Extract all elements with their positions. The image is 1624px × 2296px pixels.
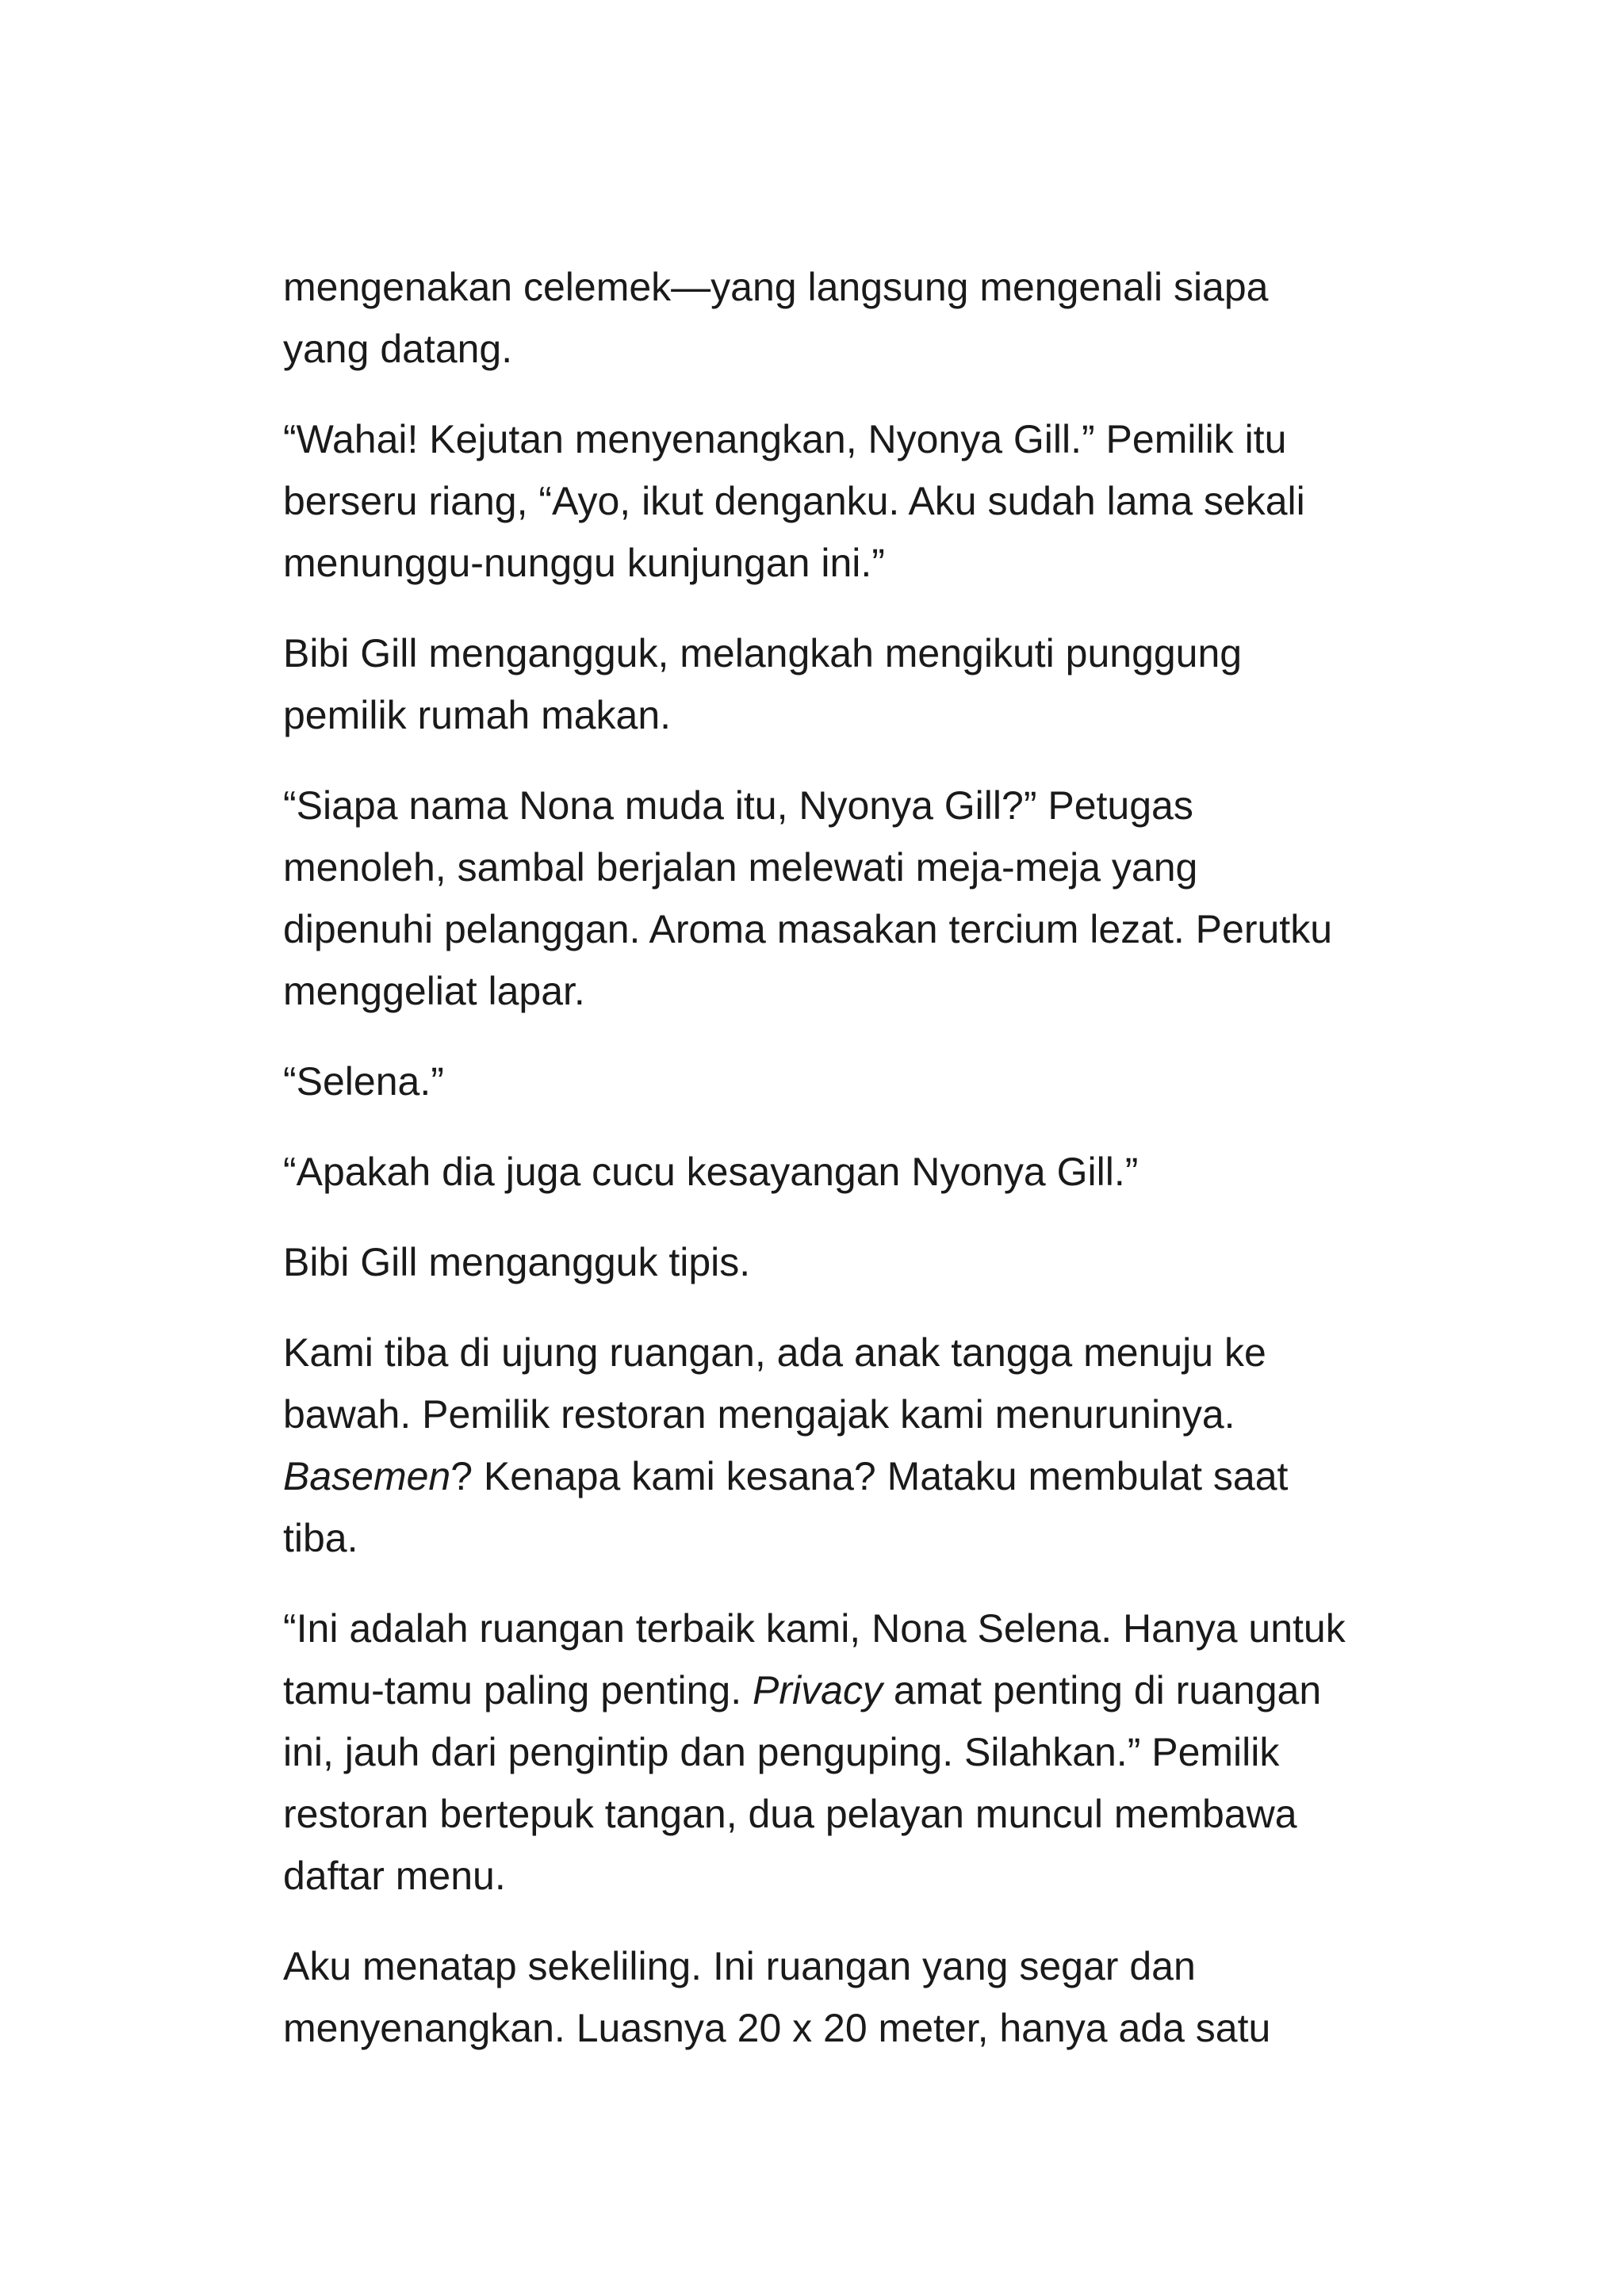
paragraph-2: “Wahai! Kejutan menyenangkan, Nyonya Gill.” Pemilik itu berseru riang, “Ayo, ikut denganku. Aku sudah lama sekali menunggu-nunggu kunjungan ini.” — [283, 417, 1305, 585]
paragraph-5: “Selena.” — [283, 1059, 444, 1104]
text-body — [283, 256, 1346, 2087]
paragraph-9-part-1: “Ini adalah ruangan terbaik kami, Nona Selena. Hanya untuk tamu-tamu paling penting. — [283, 1606, 1346, 1712]
paragraph-6: “Apakah dia juga cucu kesayangan Nyonya Gill.” — [283, 1150, 1139, 1194]
paragraph-9 — [283, 1598, 1346, 1907]
paragraph-8-italic: Basemen — [283, 1454, 451, 1498]
paragraph-1: mengenakan celemek—yang langsung mengenali siapa yang datang. — [283, 265, 1269, 371]
paragraph-7: Bibi Gill mengangguk tipis. — [283, 1240, 751, 1284]
paragraph-8-part-1: Kami tiba di ujung ruangan, ada anak tangga menuju ke bawah. Pemilik restoran mengajak kami menuruninya. — [283, 1330, 1266, 1437]
paragraph-9-part-2: amat penting di ruangan ini, jauh dari pengintip dan penguping. Silahkan.” Pemilik restoran bertepuk tangan, dua pelayan muncul membawa daftar menu. — [283, 1668, 1322, 1898]
paragraph-8-part-2: ? Kenapa kami kesana? Mataku membulat saat tiba. — [283, 1454, 1289, 1560]
paragraph-3: Bibi Gill mengangguk, melangkah mengikuti punggung pemilik rumah makan. — [283, 631, 1243, 737]
paragraph-9-italic: Privacy — [753, 1668, 883, 1712]
paragraph-10: Aku menatap sekeliling. Ini ruangan yang segar dan menyenangkan. Luasnya 20 x 20 meter, hanya ada satu — [283, 1944, 1271, 2050]
paragraph-8 — [283, 1322, 1346, 1569]
paragraph-4: “Siapa nama Nona muda itu, Nyonya Gill?” Petugas menoleh, sambal berjalan melewati meja-meja yang dipenuhi pelanggan. Aroma masakan tercium lezat. Perutku menggeliat lapar. — [283, 783, 1332, 1013]
